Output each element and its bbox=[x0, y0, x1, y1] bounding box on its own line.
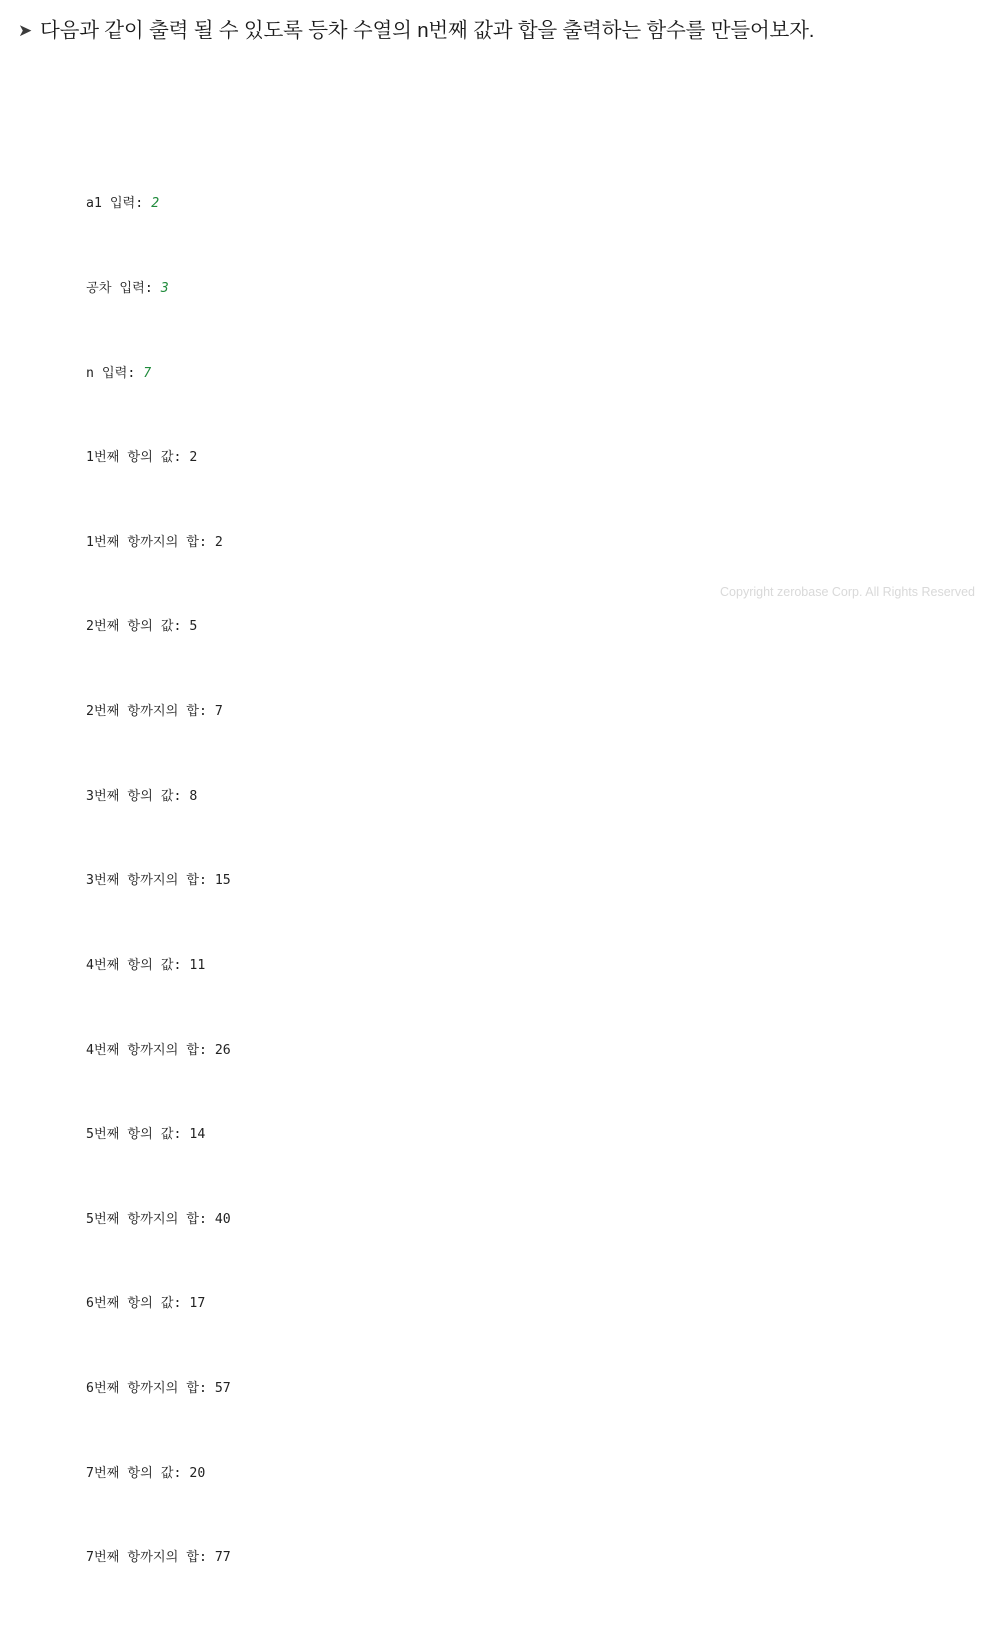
console-output-line: 7번째 항의 값: 20 bbox=[86, 1465, 206, 1481]
console-prompt-line bbox=[86, 275, 231, 303]
console-prompt-label: n 입력: bbox=[86, 365, 144, 381]
console-output-line: 6번째 항의 값: 17 bbox=[86, 1296, 206, 1312]
console-prompt-line bbox=[86, 190, 231, 218]
page-title: 다음과 같이 출력 될 수 있도록 등차 수열의 n번째 값과 합을 출력하는 함수를 만들어보자. bbox=[40, 19, 815, 42]
console-output-line: 4번째 항의 값: 11 bbox=[86, 957, 206, 973]
heading-block bbox=[18, 14, 968, 48]
console-output-line: 3번째 항까지의 합: 15 bbox=[86, 873, 231, 889]
console-prompt-label: a1 입력: bbox=[86, 196, 152, 212]
console-output-line: 4번째 항까지의 합: 26 bbox=[86, 1042, 231, 1058]
console-output-line: 2번째 항의 값: 5 bbox=[86, 619, 198, 635]
copyright-footer: Copyright zerobase Corp. All Rights Reserved bbox=[720, 585, 975, 599]
console-prompt-value: 7 bbox=[143, 365, 152, 381]
console-output-block bbox=[86, 134, 231, 1629]
console-output-line: 5번째 항까지의 합: 40 bbox=[86, 1211, 231, 1227]
console-prompt-line bbox=[86, 360, 231, 388]
console-output-line: 6번째 항까지의 합: 57 bbox=[86, 1380, 231, 1396]
console-output-line: 1번째 항의 값: 2 bbox=[86, 450, 198, 466]
console-output-line: 5번째 항의 값: 14 bbox=[86, 1127, 206, 1143]
console-output-line: 2번째 항까지의 합: 7 bbox=[86, 704, 223, 720]
bullet-arrow-icon: ➤ bbox=[18, 21, 33, 41]
console-prompt-value: 3 bbox=[160, 281, 169, 297]
console-output-line: 7번째 항까지의 합: 77 bbox=[86, 1550, 231, 1566]
console-prompt-label: 공차 입력: bbox=[86, 281, 161, 297]
console-output-line: 1번째 항까지의 합: 2 bbox=[86, 534, 223, 550]
console-output-line: 3번째 항의 값: 8 bbox=[86, 788, 198, 804]
console-prompt-value: 2 bbox=[151, 196, 160, 212]
